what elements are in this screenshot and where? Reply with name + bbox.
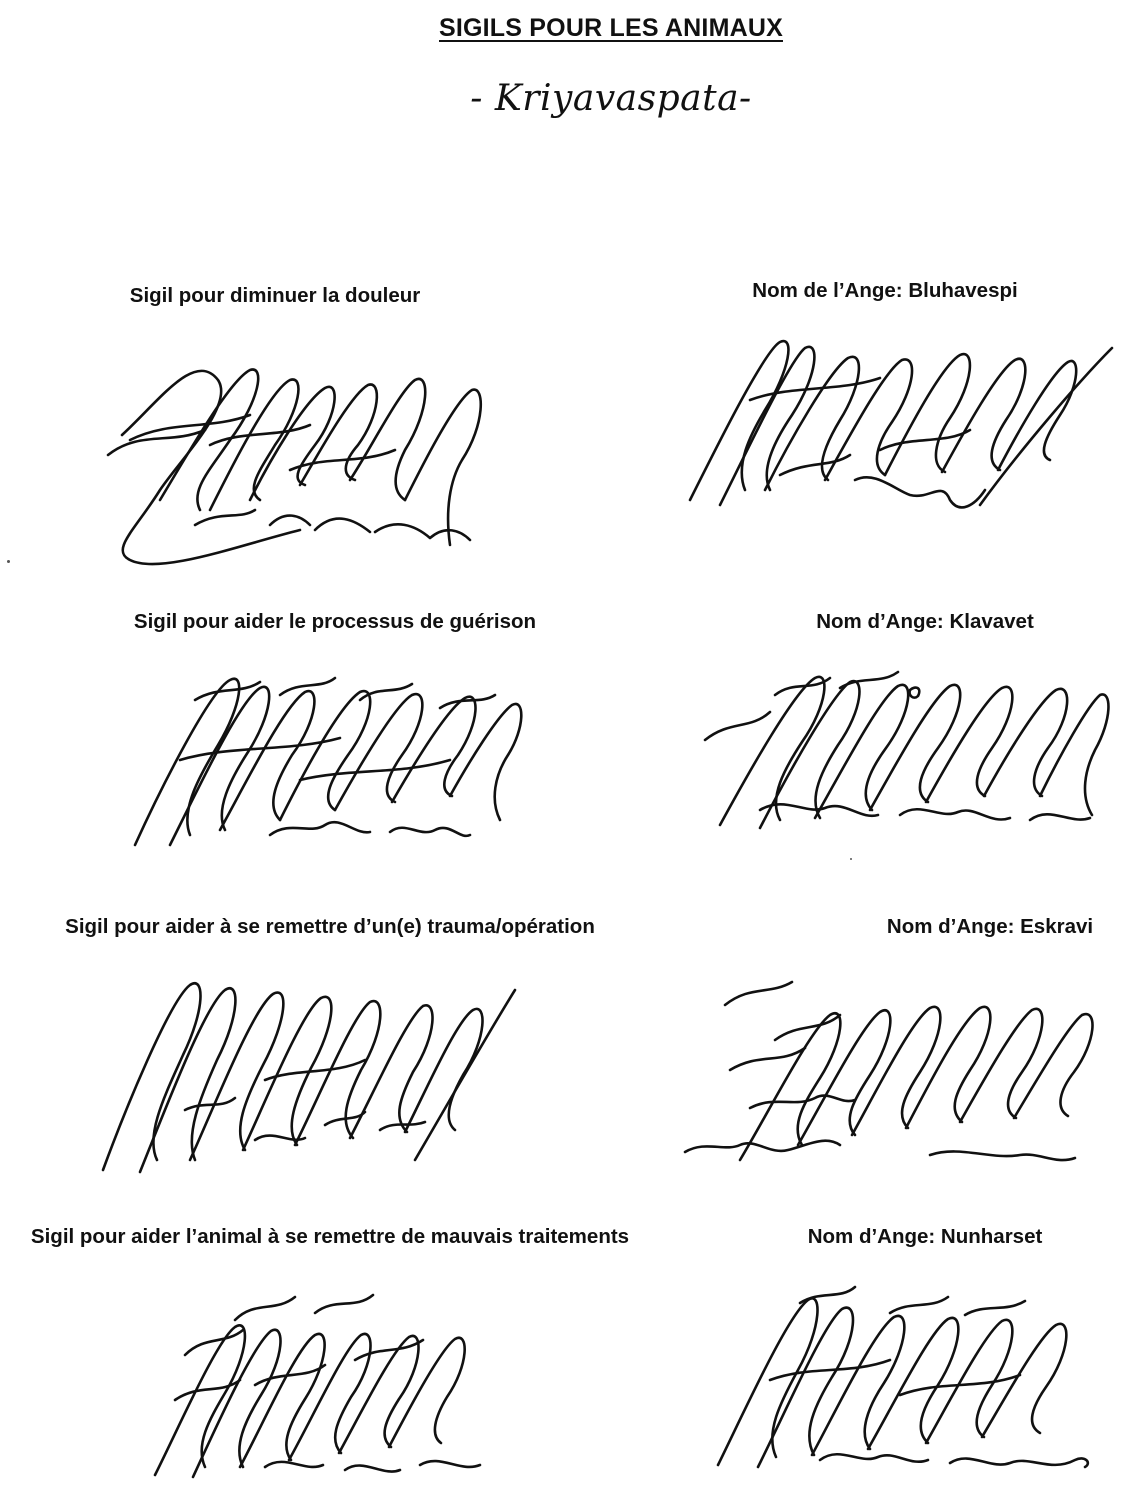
sigil-klavavet-drawing xyxy=(700,650,1120,850)
sigil-trauma-drawing xyxy=(95,960,525,1180)
angel-label-nunharset: Nom d’Ange: Nunharset xyxy=(807,1225,1043,1248)
page-subtitle: - Kriyavaspata- xyxy=(470,78,752,119)
sigil-nunharset-drawing xyxy=(700,1275,1120,1485)
sigil-label-trauma: Sigil pour aider à se remettre d’un(e) trauma/opération xyxy=(65,915,595,938)
sigil-eskravi-drawing xyxy=(680,960,1120,1180)
sigil-mistreatment-drawing xyxy=(145,1285,505,1490)
sigil-label-healing: Sigil pour aider le processus de guérison xyxy=(133,610,537,633)
page-title: SIGILS POUR LES ANIMAUX xyxy=(439,14,783,42)
scan-speck xyxy=(850,858,852,860)
sigil-bluhavespi-drawing xyxy=(680,330,1120,530)
sigil-label-mistreatment: Sigil pour aider l’animal à se remettre de mauvais traitements xyxy=(30,1225,630,1248)
angel-label-klavavet: Nom d’Ange: Klavavet xyxy=(816,610,1034,633)
sigil-pain-drawing xyxy=(100,360,500,570)
scan-speck xyxy=(7,560,10,563)
sigil-label-pain: Sigil pour diminuer la douleur xyxy=(129,284,421,307)
angel-label-bluhavespi: Nom de l’Ange: Bluhavespi xyxy=(752,279,1018,302)
angel-label-eskravi: Nom d’Ange: Eskravi xyxy=(886,915,1094,938)
sigil-healing-drawing xyxy=(120,660,540,870)
